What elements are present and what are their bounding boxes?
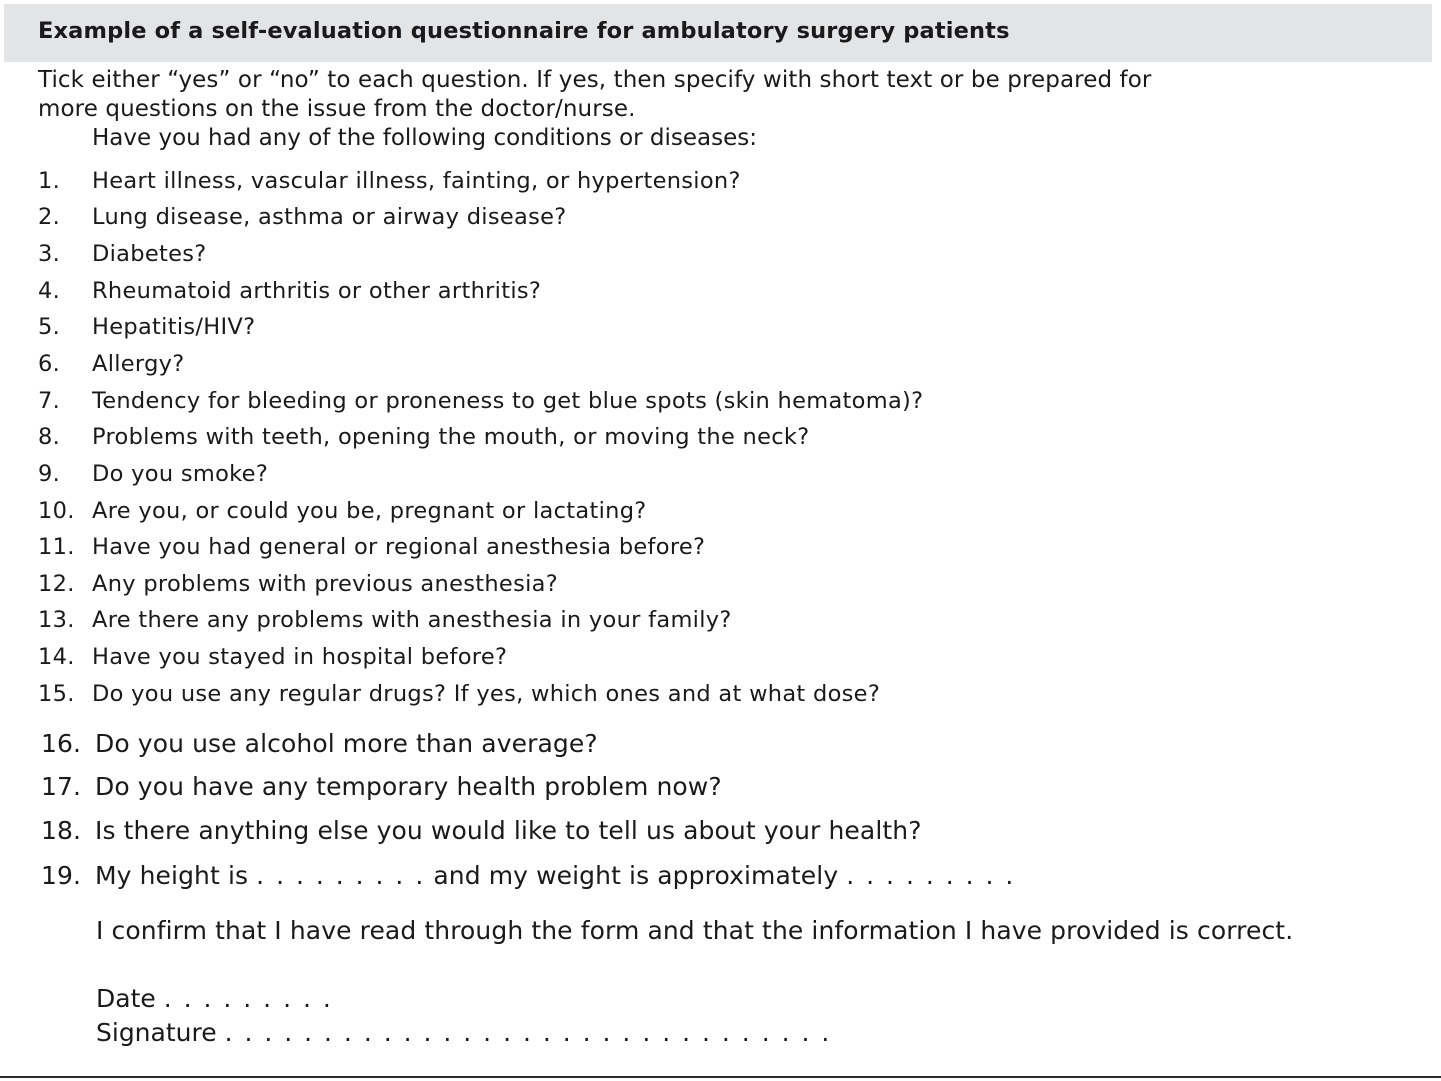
signature-label: Signature (96, 1018, 217, 1047)
question-row (38, 204, 567, 234)
question-row (38, 644, 507, 674)
question-text: Rheumatoid arthritis or other arthritis? (92, 278, 542, 304)
question-number: 5. (38, 314, 61, 340)
question-text: Any problems with previous anesthesia? (92, 571, 558, 597)
weight-blank-field[interactable]: . . . . . . . . . (846, 861, 1016, 890)
date-label: Date (96, 984, 156, 1013)
question-text: Lung disease, asthma or airway disease? (92, 204, 567, 230)
date-blank-field[interactable]: . . . . . . . . . (163, 984, 333, 1013)
question-number: 7. (38, 388, 61, 414)
question-row (38, 168, 741, 198)
question-row (38, 607, 732, 637)
question-text: Are there any problems with anesthesia in your family? (92, 607, 732, 633)
question-text: Is there anything else you would like to tell us about your health? (95, 816, 922, 845)
signature-blank-field[interactable]: . . . . . . . . . . . . . . . . . . . . . . . . . . . . . . . (224, 1018, 832, 1047)
question-row-height-weight (41, 861, 1015, 891)
question-number: 17. (41, 772, 82, 801)
question-number: 13. (38, 607, 75, 633)
question-number: 2. (38, 204, 61, 230)
signature-row (96, 1018, 831, 1047)
question-text: Do you use any regular drugs? If yes, which ones and at what dose? (92, 681, 881, 707)
question-number: 6. (38, 351, 61, 377)
question-text: Are you, or could you be, pregnant or lactating? (92, 498, 647, 524)
question-row (38, 351, 185, 381)
question-number: 14. (38, 644, 75, 670)
question-number: 8. (38, 424, 61, 450)
question-number: 3. (38, 241, 61, 267)
question-text: Have you stayed in hospital before? (92, 644, 508, 670)
question-number: 12. (38, 571, 75, 597)
question-row (38, 314, 255, 344)
question-row (38, 498, 647, 528)
question-text: Diabetes? (92, 241, 207, 267)
question-text: Have you had general or regional anesthesia before? (92, 534, 706, 560)
height-label: My height is (95, 861, 249, 890)
question-number: 15. (38, 681, 75, 707)
question-text: Do you use alcohol more than average? (95, 729, 598, 758)
question-text: Hepatitis/HIV? (92, 314, 256, 340)
question-row (38, 424, 810, 454)
instructions-line-1: Tick either “yes” or “no” to each question. If yes, then specify with short text or be prepared for (38, 67, 1152, 93)
question-text: Do you smoke? (92, 461, 269, 487)
question-row (38, 241, 207, 271)
question-row (38, 388, 923, 418)
question-text: Problems with teeth, opening the mouth, or moving the neck? (92, 424, 810, 450)
question-number: 19. (41, 861, 82, 890)
weight-label: and my weight is approximately (433, 861, 839, 890)
question-row (41, 729, 598, 759)
instructions (38, 66, 1408, 124)
question-row (38, 681, 880, 711)
bottom-divider (0, 1076, 1441, 1078)
question-text: Tendency for bleeding or proneness to get blue spots (skin hematoma)? (92, 388, 924, 414)
question-number: 18. (41, 816, 82, 845)
question-number: 4. (38, 278, 61, 304)
question-row (38, 461, 268, 491)
form-title: Example of a self-evaluation questionnaire for ambulatory surgery patients (38, 18, 1010, 44)
question-number: 16. (41, 729, 82, 758)
question-number: 9. (38, 461, 61, 487)
height-blank-field[interactable]: . . . . . . . . . (256, 861, 426, 890)
question-text: Do you have any temporary health problem now? (95, 772, 722, 801)
question-number: 11. (38, 534, 75, 560)
question-row (38, 571, 558, 601)
question-row (41, 816, 922, 846)
date-row (96, 984, 333, 1013)
confirmation-statement: I confirm that I have read through the form and that the information I have provided is correct. (96, 916, 1294, 945)
instructions-line-2: more questions on the issue from the doctor/nurse. (38, 96, 636, 122)
conditions-lead-in: Have you had any of the following conditions or diseases: (92, 125, 758, 151)
question-row (38, 534, 705, 564)
question-row (41, 772, 722, 802)
question-row (38, 278, 541, 308)
question-text: Allergy? (92, 351, 185, 377)
question-number: 10. (38, 498, 75, 524)
question-text: Heart illness, vascular illness, fainting, or hypertension? (92, 168, 741, 194)
question-number: 1. (38, 168, 61, 194)
